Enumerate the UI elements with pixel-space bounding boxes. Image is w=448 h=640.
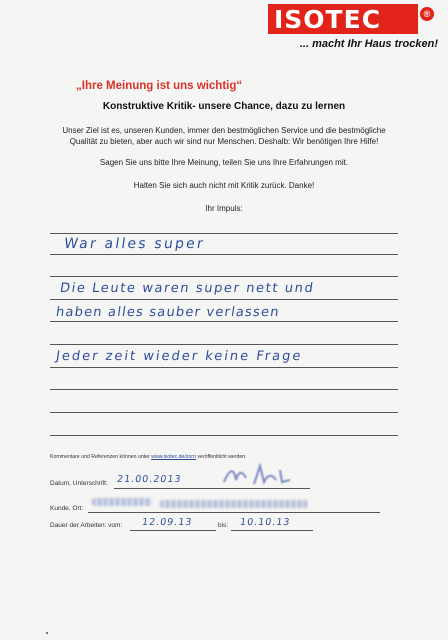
- intro-line-1: Unser Ziel ist es, unseren Kunden, immer den bestmöglichen Service und die bestmögliche: [62, 126, 386, 135]
- handwritten-line-4: Jeder zeit wieder keine Frage: [54, 349, 304, 364]
- customer-location-label: Kunde, Ort:: [50, 505, 84, 512]
- signature-image: [220, 462, 298, 488]
- date-signature-line: [114, 488, 310, 489]
- handwritten-line-3: haben alles sauber verlassen: [54, 305, 281, 320]
- writing-line: [50, 254, 398, 255]
- from-date-value: 12.09.13: [141, 517, 194, 528]
- writing-line: [50, 435, 398, 436]
- scan-mark: [46, 632, 48, 634]
- writing-line: [50, 276, 398, 277]
- logo-text: ISOTEC: [274, 5, 382, 34]
- work-duration-label: Dauer der Arbeiten: vom:: [50, 522, 123, 529]
- from-date-line: [130, 530, 216, 531]
- handwritten-line-1: War alles super: [62, 236, 206, 252]
- handwritten-line-2: Die Leute waren super nett und: [58, 281, 316, 296]
- intro-line-2: Qualität zu bieten, aber auch wir sind nur Menschen. Deshalb: Wir benötigen Ihre Hilfe!: [69, 137, 379, 146]
- writing-line: [50, 412, 398, 413]
- writing-line: [50, 321, 398, 322]
- impulse-label: Ihr Impuls:: [205, 204, 243, 213]
- logo-slogan: ... macht Ihr Haus trocken!: [299, 38, 438, 50]
- form-subtitle: Konstruktive Kritik- unsere Chance, dazu zu lernen: [102, 101, 346, 112]
- to-label: bis:: [218, 522, 229, 529]
- writing-line: [50, 389, 398, 390]
- redacted-customer-location: [160, 500, 308, 508]
- isotec-logo: [268, 4, 440, 54]
- date-value: 21.00.2013: [116, 474, 183, 485]
- writing-line: [50, 233, 398, 234]
- intro-line-3: Sagen Sie uns bitte Ihre Meinung, teilen Sie uns Ihre Erfahrungen mit.: [99, 158, 349, 167]
- redacted-customer-name: [92, 498, 152, 506]
- writing-line: [50, 367, 398, 368]
- isotec-link[interactable]: www.isotec.de/zorn: [151, 454, 196, 460]
- intro-line-4: Halten Sie sich auch nicht mit Kritik zurück. Danke!: [133, 181, 315, 190]
- form-heading: „Ihre Meinung ist uns wichtig“: [76, 80, 243, 92]
- customer-location-line: [88, 512, 380, 513]
- to-date-value: 10.10.13: [239, 517, 292, 528]
- publication-notice: Kommentare und Referenzen können unter www.isotec.de/zorn veröffentlicht werden.: [50, 454, 247, 460]
- date-signature-label: Datum, Unterschrift:: [50, 480, 108, 487]
- writing-line: [50, 299, 398, 300]
- writing-line: [50, 344, 398, 345]
- registered-mark-icon: ®: [420, 7, 434, 21]
- to-date-line: [231, 530, 313, 531]
